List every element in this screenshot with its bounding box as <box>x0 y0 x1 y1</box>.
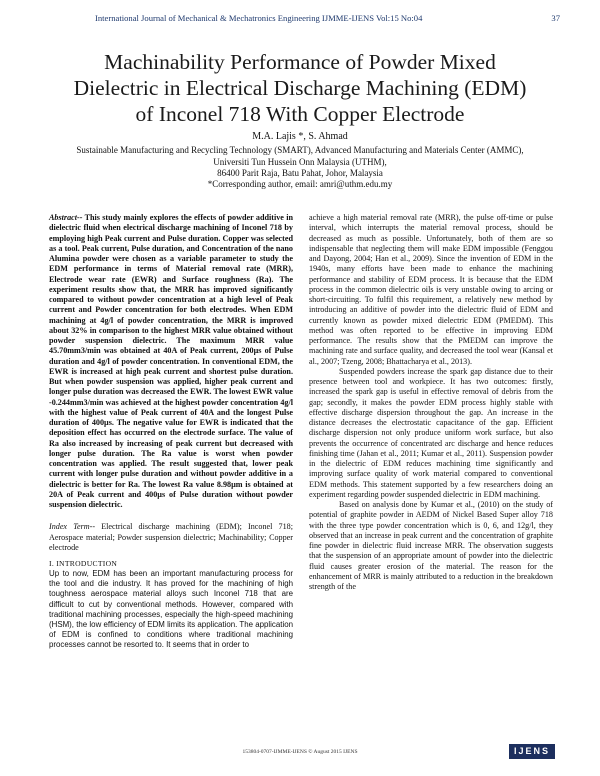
left-column <box>49 213 293 650</box>
section-heading-introduction: I. INTRODUCTION <box>49 559 118 568</box>
affiliation-line-2: Universiti Tun Hussein Onn Malaysia (UTHM), <box>213 156 387 167</box>
corresponding-author: *Corresponding author, email: amri@uthm.edu.my <box>207 179 393 190</box>
right-paragraph-2: Suspended powders increase the spark gap distance due to their presence between tool and workpiece. It has two outcomes: firstly, increased the spark gap is useful in effective removal of debris from the gap; secondly, it makes the powder EDM process highly stable with effective discharge dispersion throughout the gap. An increase in the distance decreases the electrostatic capacitance of the gap. Efficient discharge dispersion not only produce uniform work surface, but also prevents the occurrence of concentrated arc discharge and hence reduces finishing time (Jahan et al., 2011; Kumar et al., 2011). Suspension powder in the dielectric of EDM reduces machining time significantly and improving surface quality of work material compared to conventional EDM methods. This statement supported by a few researchers doing an experiment regarding powder suspended dielectric in EDM machining. <box>309 366 553 499</box>
title-line-1: Machinability Performance of Powder Mixed <box>104 50 496 74</box>
title-line-2: Dielectric in Electrical Discharge Machining (EDM) <box>73 76 527 100</box>
affiliation-line-1: Sustainable Manufacturing and Recycling Technology (SMART), Advanced Manufacturing and Materials Center (AMMC), <box>76 145 524 156</box>
right-paragraph-3: Based on analysis done by Kumar et al., (2010) on the study of potential of graphite powder in AEDM of Nickel Based Super alloy 718 with the three type powder concentration which is 0, 6, and 12g/l, they observed that an increase in peak current and the concentration of graphite fine powder in dielectric fluid increase MRR. The observation suggests that the suspension of an appropriate amount of powder into the dielectric fluid causes greater erosion of the material. The reason for the enhancement of MRR is mainly attributed to a reduction in the breakdown strength of the <box>309 500 553 591</box>
ijens-logo: IJENS <box>509 744 555 759</box>
index-terms-text: Electrical discharge machining (EDM); Inconel 718; Aerospace material; Powder suspension dielectric; Machinability; Copper electrode <box>49 522 294 552</box>
abstract-lead: Abstract-- <box>49 213 83 222</box>
right-column <box>309 213 553 592</box>
introduction-paragraph-1: Up to now, EDM has been an important manufacturing process for the tool and die industry. It has proved for the machining of high toughness aerospace material alloys such Inconel 718 that are difficult to cut by conventional methods. However, compared with traditional machining processes, especially the high-speed machining (HSM), the low efficiency of EDM limits its application. The application of EDM is confined to conditions where traditional machining processes cannot be resorted to. It seems that in order to <box>49 569 293 649</box>
affiliation-line-3: 86400 Parit Raja, Batu Pahat, Johor, Malaysia <box>217 167 383 178</box>
journal-name: International Journal of Mechanical & Mechatronics Engineering IJMME-IJENS Vol:15 No:04 <box>95 13 423 23</box>
index-terms-lead: Index Term-- <box>49 522 96 532</box>
footer-code: 153804-0707-IJMME-IJENS © August 2015 IJENS <box>242 749 358 755</box>
abstract <box>49 213 293 510</box>
author-block <box>40 131 560 190</box>
author-names: M.A. Lajis *, S. Ahmad <box>252 131 348 142</box>
paper-title <box>40 49 560 127</box>
abstract-text: This study mainly explores the effects of powder additive in dielectric fluid when electrical discharge machining of Inconel 718 by employing high Peak current and Pulse duration. Copper was selected as a tool. Peak current, Pulse duration, and Concentration of the nano Alumina powder were chosen as a variable parameter to study the EDM performance in terms of Material removal rate (MRR), Electrode wear rate (EWR) and Surface roughness (Ra). The experiment results show that, the MRR has improved significantly compared to without powder concentration at a high level of Peak current and Powder concentration for both electrodes. When EDM machining at 4g/l of powder concentration, the MRR is improved about 32% in comparison to the highest MRR value obtained without powder suspension dielectric. The maximum MRR value 45.70mm3/min was obtained at 40A of Peak current, 200µs of Pulse duration and 4g/l of powder concentration. In conventional EDM, the EWR is increased at high peak current and shortest pulse duration. But when powder suspension was applied, higher peak current and longer pulse duration was decreased the EWR. The lowest EWR value -0.244mm3/min was achieved at the highest powder concentration 4g/l with the highest value of Peak current of 40A and the longest Pulse duration of 400µs. The negative value for EWR is indicated that the deposition effect has occurred on the electrode surface. The value of Ra also increased by increasing of peak current but decreased with longer pulse duration. The Ra value is worst when powder concentration was applied. The result suggested that, lower peak current with longer pulse duration and without powder additive in a dielectric is better for Ra. The lowest Ra value 8.98µm is obtained at 20A of Peak current and 400µs of Pulse duration without powder suspension dielectric. <box>49 213 293 509</box>
running-header <box>50 13 560 27</box>
page-number: 37 <box>551 13 560 23</box>
index-terms <box>49 522 293 553</box>
title-line-3: of Inconel 718 With Copper Electrode <box>135 102 465 126</box>
right-paragraph-1: achieve a high material removal rate (MRR), the pulse off-time or pulse interval, which interrupts the material removal process, should be decreased as much as possible. Unfortunately, both of them are so indispensable that neglecting them will make EDM impossible (Fenggou and Dayong, 2004; Han et al., 2009). Since the invention of EDM in the 1940s, many efforts have been made to enhance the machining performance and stability of EDM process. It is because that the EDM process in the common dielectric oils is very unstable owing to arcing or short-circuiting. To fulfil this requirement, a relatively new method by introducing an additive of powder into the dielectric fluid of EDM and currently known as powder mixed dielectric EDM (PMEDM). This method was often reported to be effective in improving EDM performance. The results show that the PMEDM can improve the machining rate and surface quality, and decreased the tool wear (Kansal et al., 2007; Tzeng, 2008; Bhattacharya et al., 2013). <box>309 213 553 366</box>
